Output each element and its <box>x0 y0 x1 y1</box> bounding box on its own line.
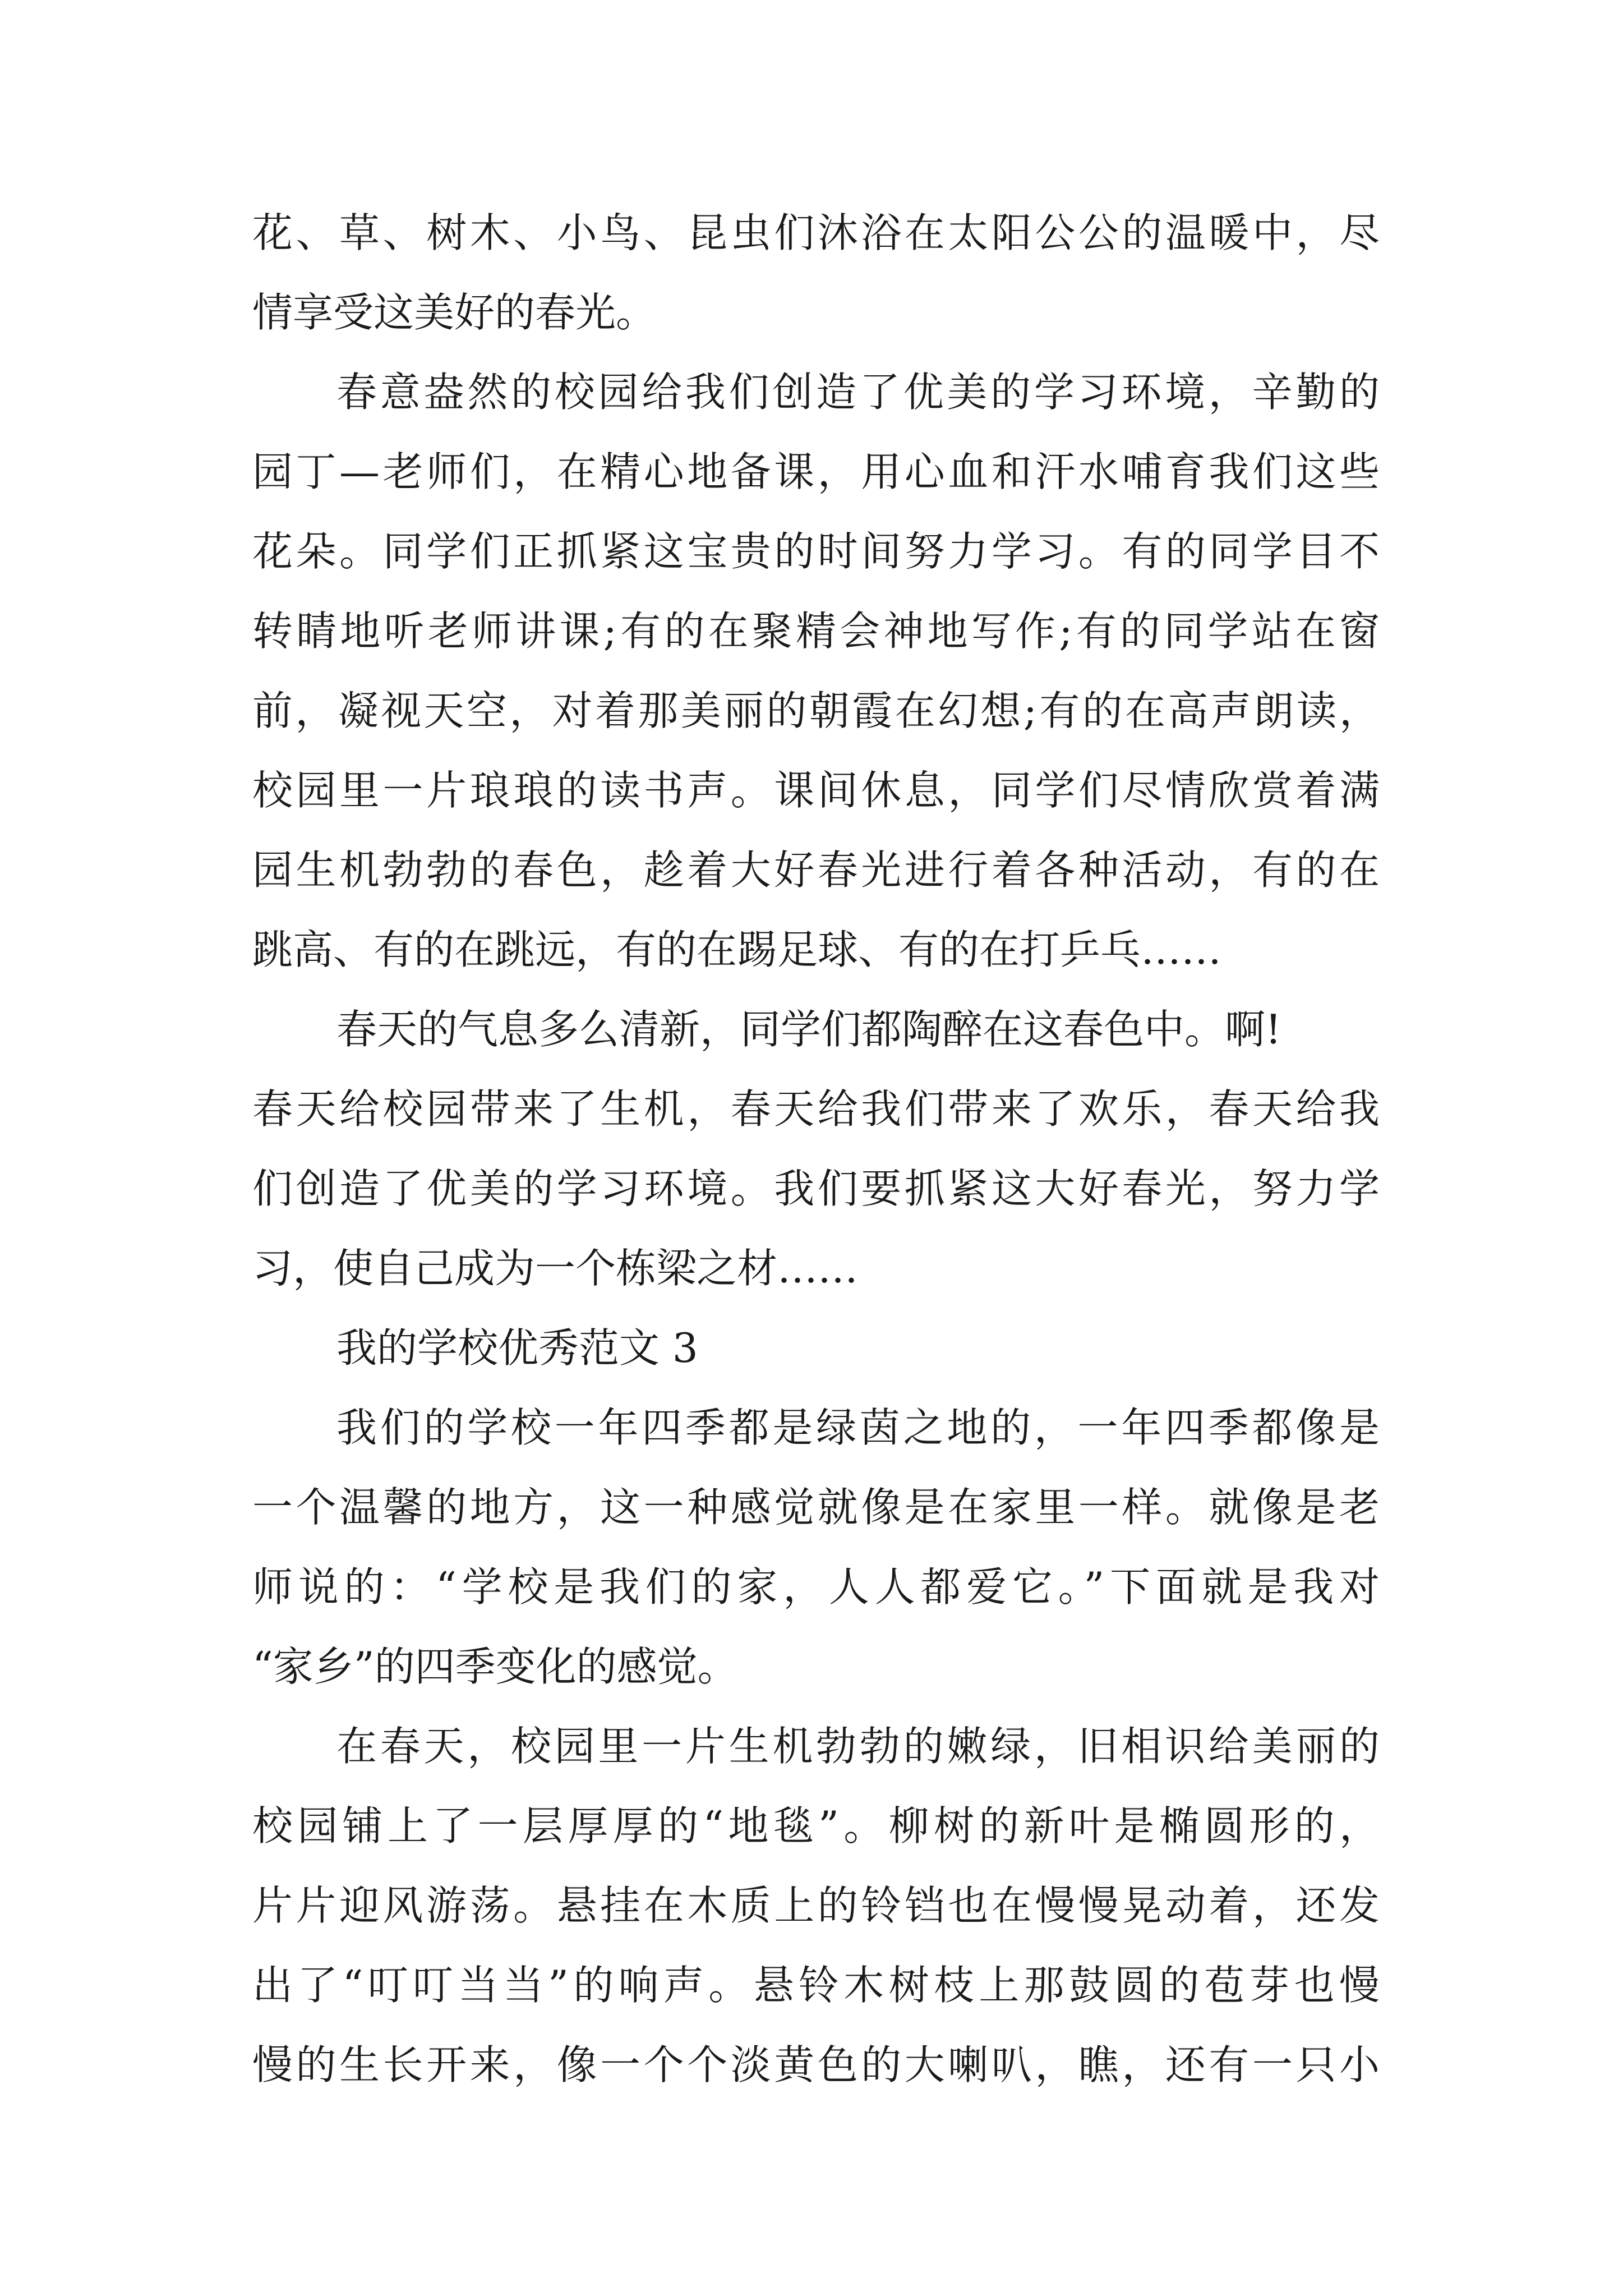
text-line: 出了“叮叮当当”的响声。悬铃木树枝上那鼓圆的苞芽也慢 <box>252 1962 1380 2009</box>
paragraph-first-line: 我们的学校一年四季都是绿茵之地的，一年四季都像是 <box>336 1404 1380 1451</box>
text-line: 慢的生长开来，像一个个淡黄色的大喇叭，瞧，还有一只小 <box>252 2041 1380 2088</box>
text-line: 们创造了优美的学习环境。我们要抓紧这大好春光，努力学 <box>252 1165 1380 1212</box>
text-line: 情享受这美好的春光。 <box>252 289 657 336</box>
text-line: 花朵。同学们正抓紧这宝贵的时间努力学习。有的同学目不 <box>252 528 1380 575</box>
text-line: 园丁—老师们，在精心地备课，用心血和汗水哺育我们这些 <box>252 448 1380 495</box>
text-line: 园生机勃勃的春色，趁着大好春光进行着各种活动，有的在 <box>252 846 1380 894</box>
text-line: 转睛地听老师讲课;有的在聚精会神地写作;有的同学站在窗 <box>252 608 1380 655</box>
text-line: 跳高、有的在跳远，有的在踢足球、有的在打乒乓…… <box>252 926 1222 973</box>
paragraph-first-line: 在春天，校园里一片生机勃勃的嫩绿，旧相识给美丽的 <box>336 1723 1380 1770</box>
text-line: 一个温馨的地方，这一种感觉就像是在家里一样。就像是老 <box>252 1484 1380 1531</box>
text-line: 校园铺上了一层厚厚的“地毯”。柳树的新叶是椭圆形的， <box>252 1802 1380 1849</box>
text-line: 春天给校园带来了生机，春天给我们带来了欢乐，春天给我 <box>252 1085 1380 1133</box>
text-line: 前，凝视天空，对着那美丽的朝霞在幻想;有的在高声朗读， <box>252 687 1380 734</box>
text-line: 师说的：“学校是我们的家，人人都爱它。”下面就是我对 <box>252 1563 1380 1611</box>
paragraph-first-line: 春天的气息多么清新，同学们都陶醉在这春色中。啊! <box>336 1006 1281 1053</box>
text-line: “家乡”的四季变化的感觉。 <box>252 1643 738 1690</box>
text-line: 花、草、树木、小鸟、昆虫们沐浴在太阳公公的温暖中，尽 <box>252 209 1380 256</box>
text-line: 习，使自己成为一个栋梁之材…… <box>252 1245 859 1292</box>
text-line: 校园里一片琅琅的读书声。课间休息，同学们尽情欣赏着满 <box>252 767 1380 814</box>
text-line: 片片迎风游荡。悬挂在木质上的铃铛也在慢慢晃动着，还发 <box>252 1882 1380 1929</box>
section-heading: 我的学校优秀范文 3 <box>336 1324 698 1372</box>
paragraph-first-line: 春意盎然的校园给我们创造了优美的学习环境，辛勤的 <box>336 369 1380 416</box>
